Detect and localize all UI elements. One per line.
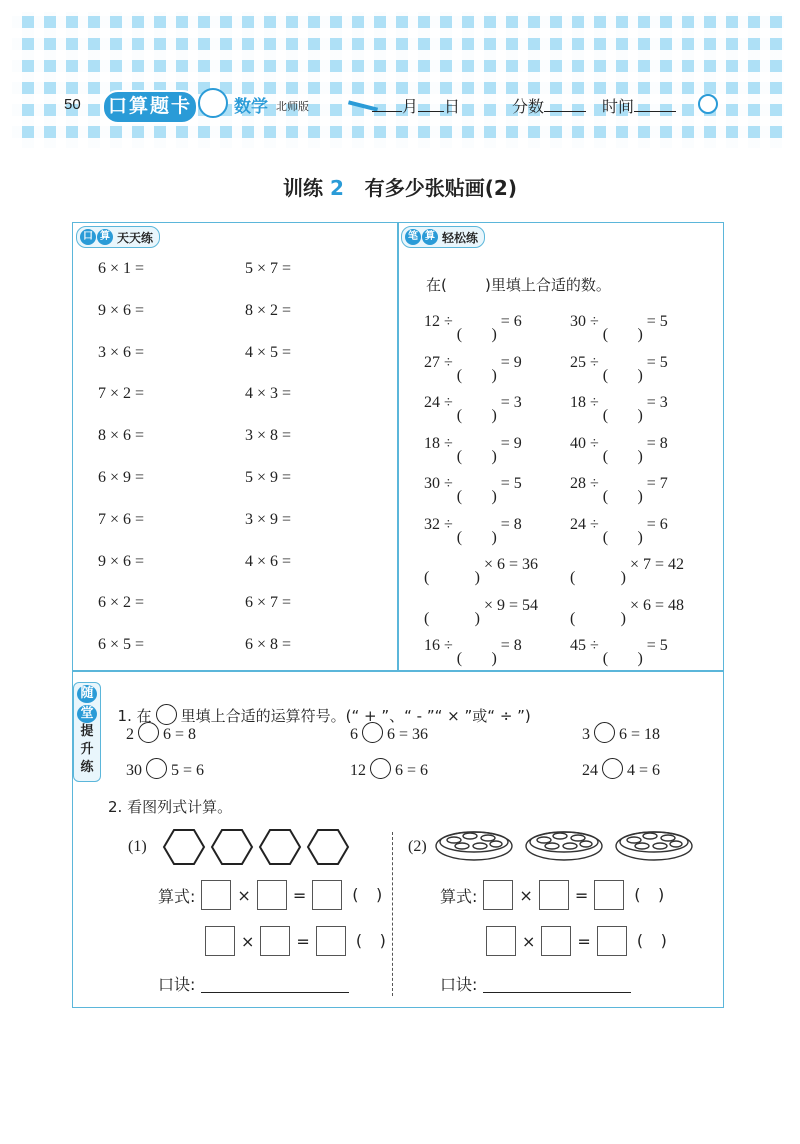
kousuan-equation: 6 × 2 =: [98, 594, 145, 612]
koujue-line: [158, 972, 349, 995]
kousuan-equation: 3 × 8 =: [245, 427, 292, 445]
answer-box[interactable]: [594, 880, 624, 910]
bisuan-instruction: 在( )里填上合适的数。: [426, 276, 611, 294]
formula-line: [205, 926, 386, 956]
time-field[interactable]: [602, 94, 676, 117]
bisuan-equation: 18 ÷ = 9: [424, 434, 522, 452]
hexagons-figure: [154, 826, 354, 868]
operator-circle[interactable]: [370, 758, 391, 779]
equals-sign: =: [577, 931, 591, 951]
answer-box[interactable]: [316, 926, 346, 956]
bisuan-equation: 30 ÷ = 5: [424, 475, 522, 492]
bisuan-equation: 28 ÷ = 7: [570, 475, 668, 492]
mascot-icon: [198, 88, 228, 118]
bisuan-equation: 12 ÷ = 6: [424, 313, 522, 330]
kousuan-equation: 6 × 7 =: [245, 594, 292, 612]
times-sign: ×: [241, 931, 255, 951]
hexagon-shape: [260, 830, 300, 864]
equals-sign: =: [296, 931, 310, 951]
koujue-input[interactable]: [201, 974, 349, 993]
operator-equation: 6 6 = 36: [350, 722, 428, 744]
hexagon-shape: [212, 830, 252, 864]
header-row: [12, 88, 784, 128]
answer-box[interactable]: [312, 880, 342, 910]
plate-shape: [526, 832, 602, 860]
operator-circle[interactable]: [138, 722, 159, 743]
operator-equation: 3 6 = 18: [582, 722, 660, 744]
plate-shape: [616, 832, 692, 860]
page-title: 训练 2 有多少张贴画(2): [283, 176, 517, 200]
kousuan-equation: 6 × 9 =: [98, 469, 145, 486]
plate-shape: [436, 832, 512, 860]
plates-figure: [434, 822, 704, 872]
operator-equation: 2 6 = 8: [126, 722, 196, 744]
bisuan-tag: 笔 算 轻松练: [401, 226, 485, 248]
kousuan-tag: 口 算 天天练: [76, 226, 160, 248]
q1-instruction: 1. 在 里填上合适的运算符号。(“ + ”、“ - ”“ × ”或“ ÷ ”): [108, 686, 531, 726]
bisuan-equation: 16 ÷ = 8: [424, 637, 522, 654]
kousuan-equation: 6 × 1 =: [98, 260, 145, 277]
q2-instruction: 2. 看图列式计算。: [108, 798, 233, 816]
bisuan-equation: 30 ÷ = 5: [570, 313, 668, 330]
operator-circle[interactable]: [146, 758, 167, 779]
koujue-input[interactable]: [483, 974, 631, 993]
bisuan-equation: 18 ÷ = 3: [570, 394, 668, 411]
time-label: 时间: [602, 99, 635, 116]
formula-line: [158, 880, 382, 910]
operator-circle[interactable]: [594, 722, 615, 743]
subject: 数学: [234, 97, 268, 116]
equals-sign: =: [574, 885, 589, 905]
kousuan-equation: 4 × 6 =: [245, 552, 292, 570]
bisuan-equation: 27 ÷ = 9: [424, 353, 522, 371]
kousuan-equation: 9 × 6 =: [98, 552, 145, 570]
logo: 口算题卡: [102, 90, 198, 124]
kousuan-equation: 6 × 5 =: [98, 636, 145, 654]
answer-box[interactable]: [486, 926, 516, 956]
clock-icon: [698, 94, 718, 114]
kousuan-equation: 8 × 6 =: [98, 427, 145, 445]
month-label: 月: [402, 99, 419, 116]
kousuan-equation: 3 × 6 =: [98, 343, 145, 361]
formula-label: 算式:: [158, 886, 196, 906]
answer-box[interactable]: [201, 880, 231, 910]
page-number: 50: [64, 96, 81, 113]
section-divider: [392, 832, 393, 996]
bisuan-equation: 45 ÷ = 5: [570, 637, 668, 654]
operator-circle[interactable]: [362, 722, 383, 743]
answer-box[interactable]: [597, 926, 627, 956]
formula-label: 算式:: [440, 886, 478, 906]
koujue-label: 口诀:: [440, 975, 478, 994]
hexagon-shape: [164, 830, 204, 864]
bisuan-equation: × 7 = 42: [630, 556, 685, 573]
kousuan-equation: 7 × 2 =: [98, 385, 145, 403]
bisuan-equation: × 6 = 36: [484, 556, 539, 573]
answer-box[interactable]: [539, 880, 569, 910]
operator-equation: 30 5 = 6: [126, 758, 204, 780]
kousuan-equation: 8 × 2 =: [245, 301, 292, 319]
koujue-line: [440, 972, 631, 995]
formula-line: [486, 926, 667, 956]
operator-circle[interactable]: [602, 758, 623, 779]
answer-box[interactable]: [205, 926, 235, 956]
operator-equation: 12 6 = 6: [350, 758, 428, 780]
bisuan-equation: 24 ÷ = 6: [570, 515, 668, 533]
score-field[interactable]: [512, 94, 586, 117]
date-field[interactable]: [372, 94, 460, 117]
kousuan-equation: 6 × 8 =: [245, 636, 292, 654]
hexagon-shape: [308, 830, 348, 864]
score-label: 分数: [512, 99, 545, 116]
times-sign: ×: [522, 931, 536, 951]
edition: 北师版: [276, 100, 309, 113]
answer-box[interactable]: [260, 926, 290, 956]
koujue-label: 口诀:: [158, 975, 196, 994]
formula-line: [440, 880, 664, 910]
times-sign: ×: [237, 885, 251, 905]
kousuan-equation: 7 × 6 =: [98, 510, 145, 528]
answer-box[interactable]: [483, 880, 513, 910]
bisuan-equation: 25 ÷ = 5: [570, 353, 668, 371]
kousuan-equation: 5 × 7 =: [245, 260, 292, 277]
times-sign: ×: [519, 885, 533, 905]
operator-equation: 24 4 = 6: [582, 758, 660, 780]
bisuan-equation: 32 ÷ = 8: [424, 515, 522, 533]
part1-label: (1): [128, 838, 147, 855]
answer-box[interactable]: [541, 926, 571, 956]
kousuan-equation: 9 × 6 =: [98, 301, 145, 319]
suitang-tag: 随 堂 提 升 练: [73, 682, 101, 782]
kousuan-equation: 3 × 9 =: [245, 510, 292, 528]
bisuan-equation: × 9 = 54: [484, 596, 539, 614]
part2-label: (2): [408, 838, 427, 855]
kousuan-equation: 4 × 5 =: [245, 343, 292, 361]
bisuan-equation: 40 ÷ = 8: [570, 434, 668, 452]
bisuan-equation: 24 ÷ = 3: [424, 394, 522, 411]
equals-sign: =: [292, 885, 307, 905]
day-label: 日: [444, 99, 461, 116]
answer-box[interactable]: [257, 880, 287, 910]
kousuan-equation: 4 × 3 =: [245, 385, 292, 403]
kousuan-equation: 5 × 9 =: [245, 469, 292, 486]
bisuan-equation: × 6 = 48: [630, 596, 685, 614]
